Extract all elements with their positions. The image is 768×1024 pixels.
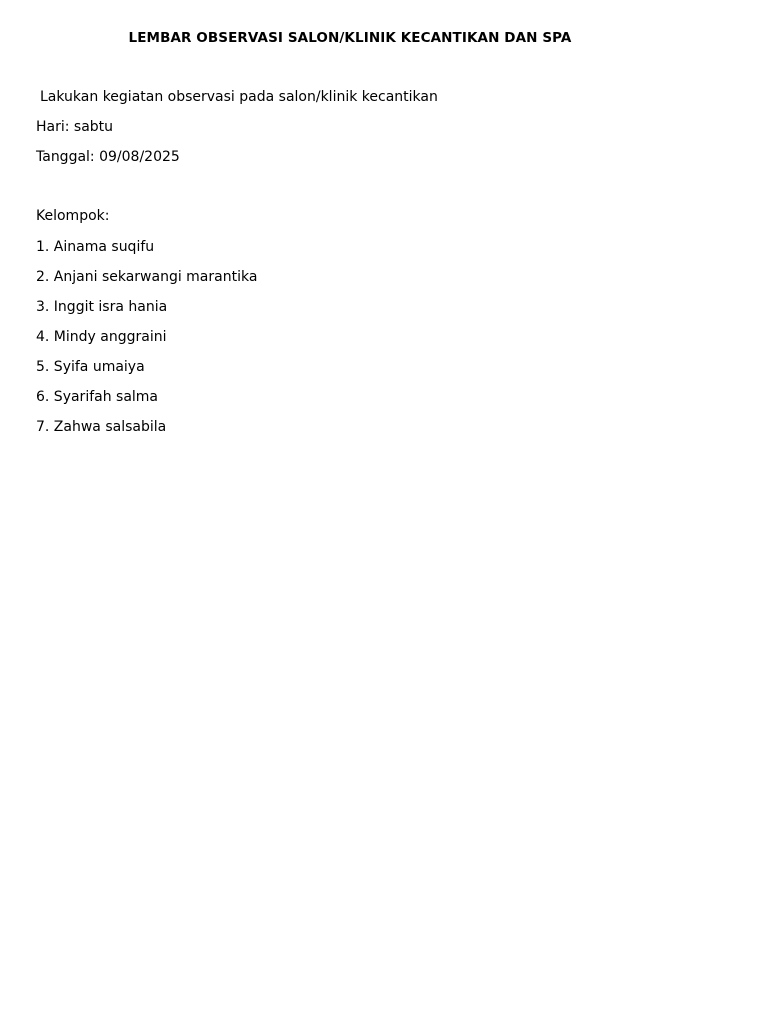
instruction-text: Lakukan kegiatan observasi pada salon/klinik kecantikan [40,89,438,105]
member-list [36,238,257,448]
date-text: Tanggal: 09/08/2025 [36,149,180,165]
document-title: LEMBAR OBSERVASI SALON/KLINIK KECANTIKAN DAN SPA [128,30,572,46]
list-item: 7. Zahwa salsabila [36,419,167,435]
list-item: 2. Anjani sekarwangi marantika [36,269,258,285]
list-item: 5. Syifa umaiya [36,359,145,375]
list-item: 3. Inggit isra hania [36,299,168,315]
list-item: 6. Syarifah salma [36,389,159,405]
group-label: Kelompok: [36,208,110,224]
list-item: 4. Mindy anggraini [36,329,167,345]
day-text: Hari: sabtu [36,119,114,135]
list-item: 1. Ainama suqifu [36,239,155,255]
